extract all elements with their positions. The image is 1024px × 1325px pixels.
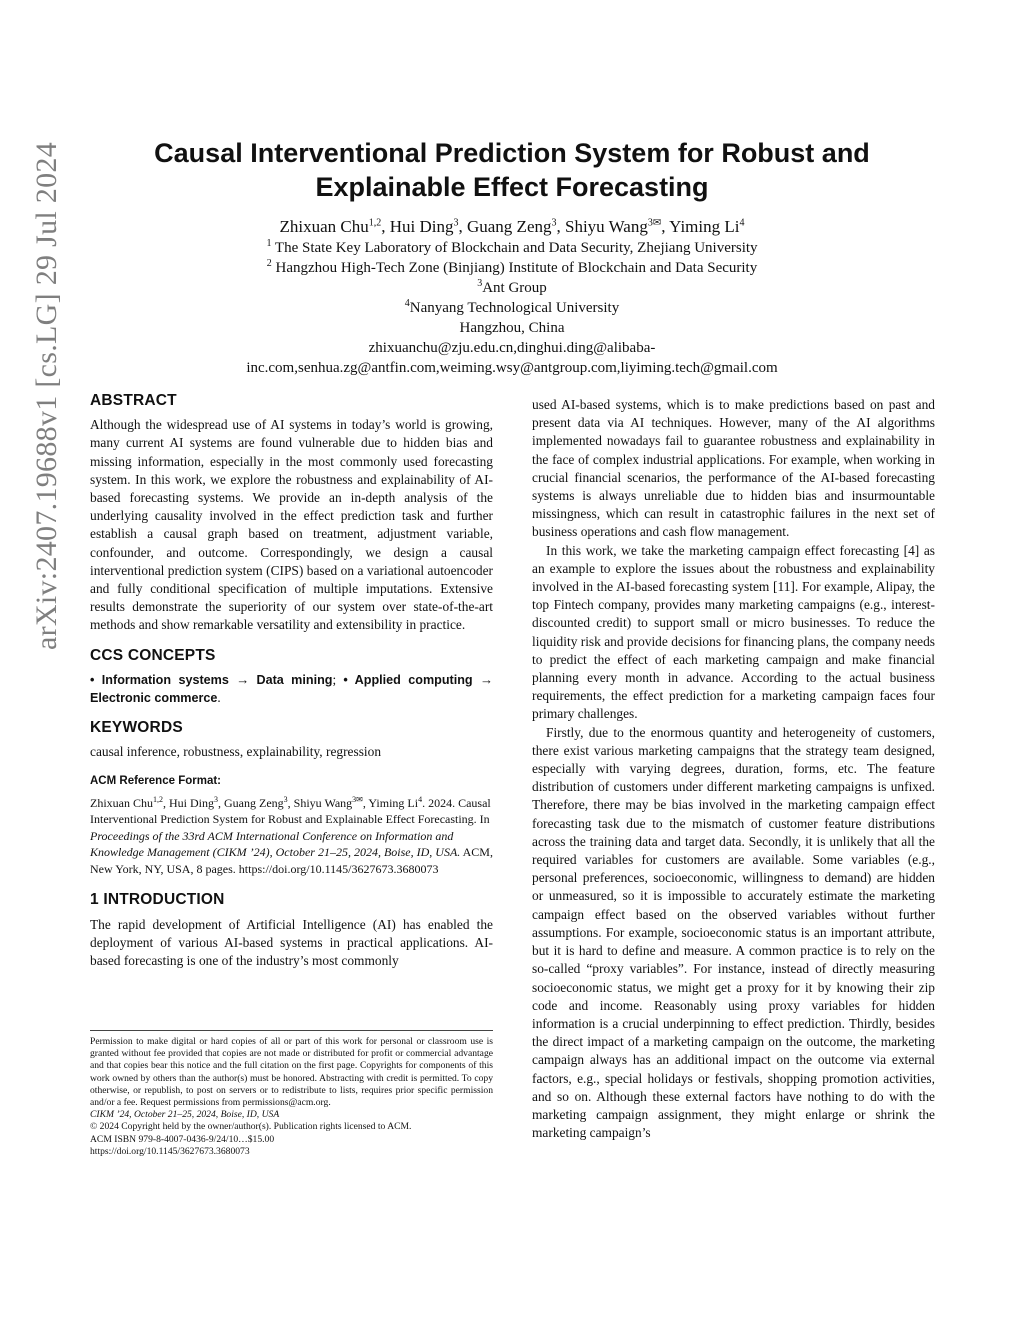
author-list: Zhixuan Chu$^{1,2}$, Hui Ding$^3$, Guang Zeng$^3$, Shiyu Wang$^{3✉}$, Yiming Li$^4$ <box>279 217 745 236</box>
ccs-concepts: • Information systems → Data mining; • Applied computing → Electronic commerce. <box>90 671 494 706</box>
intro-paragraph-2: In this work, we take the marketing campaign effect forecasting [4] as an example to explore the issues about the robustness and explainability involved in the AI-based forecasting system [11]. For example, Alipay, the top Fintech company, provides many marketing campaigns (e.g., interest-discounted credit) to support small or micro businesses. To reduce the liquidity risk and provide decisions for financing plans, the company needs to predict the effect of each marketing campaign and make financial planning every month in advance. According to the actual business requirements, the effect prediction for a marketing campaign faces four primary challenges. <box>532 542 935 722</box>
intro-paragraph-3: Firstly, due to the enormous quantity and heterogeneity of customers, there exist various marketing campaigns that the strategy team designed, especially with varying degrees, duration, forms, etc. The feature distribution of customers under different marketing campaigns is unfixed. Therefore, there may be bias involved in the marketing campaign effect forecasting task due to the mismatch of customer feature distributions across the training data and target data. Secondly, it is unlikely that all the required variables for customers are available. Some variables (e.g., personal preferences, socioeconomic, willingness to demand) are hidden or unmeasured, so it is impossible to accurately estimate the marketing campaign effect based on the observed variables without further assumptions. For example, socioeconomic status is an important attribute, but it is hard to define and measure. A common practice is to rely on the so-called “proxy variables”. For instance, instead of directly measuring socioeconomic status, we might get a proxy for it by knowing their zip code and income. Reasonably using proxy variables for hidden information is a crucial underpinning to effect prediction. Thirdly, besides the direct impact of a marketing campaign on the outcome, the marketing campaign always has an additional impact on the outcome via external factors, e.g., special holidays or festivals, shopping promotion activities, and so on. Although these external factors have nothing to do with the marketing campaign assignment, they might enlarge or shrink the marketing campaign’s <box>532 724 935 1141</box>
permission-text: Permission to make digital or hard copies of all or part of this work for personal or classroom use is granted without fee provided that copies are not made or distributed for profit or commercial advantage and that copies bear this notice and the full citation on the first page. Copyrights for components of this work owned by others than the author(s) must be honored. Abstracting with credit is permitted. To copy otherwise, or republish, to post on servers or to redistribute to lists, requires prior specific permission and/or a fee. Request permissions from permissions@acm.org. <box>90 1036 493 1109</box>
isbn-line: ACM ISBN 979-8-4007-0436-9/24/10…$15.00 <box>90 1133 275 1145</box>
conference-line: CIKM ’24, October 21–25, 2024, Boise, ID, USA <box>90 1109 280 1121</box>
keywords-heading: KEYWORDS <box>90 719 183 737</box>
affiliation-city: Hangzhou, China <box>459 320 565 336</box>
acm-ref-heading: ACM Reference Format: <box>90 774 221 787</box>
copyright-line: © 2024 Copyright held by the owner/author(s). Publication rights licensed to ACM. <box>90 1121 412 1133</box>
keywords-text: causal inference, robustness, explainability, regression <box>90 744 382 760</box>
abstract-text: Although the widespread use of AI systems in today’s world is growing, many current AI systems are found vulnerable due to hidden bias and missing information, especially in the most commonly used forecasting system. In this work, we explore the robustness and explainability of AI-based forecasting systems. We provide an in-depth analysis of the underlying causality involved in the effect prediction task and further establish a causal graph based on treatment, adjustment variable, confounder, and outcome. Correspondingly, we design a causal interventional prediction system (CIPS) based on a variational autoencoder and fully conditional specification of multiple imputations. Extensive results demonstrate the superiority of our system over state-of-the-art methods and show remarkable versatility and extensibility in practice. <box>90 417 493 633</box>
permission-footnote <box>90 1030 493 1158</box>
affiliation-2: $^2$ Hangzhou High-Tech Zone (Binjiang) Institute of Blockchain and Data Security <box>266 258 758 276</box>
affiliation-4: $^4$Nanyang Technological University <box>404 298 620 316</box>
author-block <box>90 216 934 378</box>
affiliation-3: $^3$Ant Group <box>477 278 547 296</box>
acm-ref-text: Zhixuan Chu$^{1,2}$, Hui Ding$^3$, Guang Zeng$^3$, Shiyu Wang$^{3✉}$, Yiming Li$^4$. 2024. Causal Interventional Prediction System for Robust and Explainable Effect Forecasting. In Proceedings of the 33rd ACM International Conference on Information and Knowledge Management (CIKM ’24), October 21–25, 2024, Boise, ID, USA. ACM, New York, NY, USA, 8 pages. https://doi.org/10.1145/3627673.3680073 <box>90 794 493 876</box>
affiliation-1: $^1$ The State Key Laboratory of Blockchain and Data Security, Zhejiang University <box>266 238 758 256</box>
intro-paragraph-1-end: used AI-based systems, which is to make predictions based on past and present data via AI techniques. However, many of the AI algorithms implemented nowadays fail to guarantee robustness and explainability in the face of complex industrial applications. For example, when working in crucial financial scenarios, the performance of the AI-based forecasting systems is always unreliable due to hidden bias and insurmountable missingness, which can result in catastrophic failures in the next set of business operations and cash flow management. <box>532 397 935 540</box>
doi-link[interactable]: https://doi.org/10.1145/3627673.3680073 <box>90 1145 250 1157</box>
arxiv-stamp: arXiv:2407.19688v1 [cs.LG] 29 Jul 2024 <box>30 141 63 650</box>
paper-title <box>90 136 934 204</box>
intro-heading: 1 INTRODUCTION <box>90 891 225 909</box>
title-line-2: Explainable Effect Forecasting <box>315 172 709 202</box>
email-line-2: inc.com,senhua.zg@antfin.com,weiming.wsy@antgroup.com,liyiming.tech@gmail.com <box>246 360 778 376</box>
left-column <box>90 392 493 970</box>
title-line-1: Causal Interventional Prediction System for Robust and <box>154 138 870 168</box>
intro-paragraph-1-start: The rapid development of Artificial Intelligence (AI) has enabled the deployment of various AI-based systems in practical applications. AI-based forecasting is one of the industry’s most commonly <box>90 916 493 968</box>
ccs-heading: CCS CONCEPTS <box>90 646 216 664</box>
abstract-heading: ABSTRACT <box>90 392 177 409</box>
email-line-1: zhixuanchu@zju.edu.cn,dinghui.ding@alibaba- <box>368 340 656 356</box>
right-column <box>532 396 935 1142</box>
